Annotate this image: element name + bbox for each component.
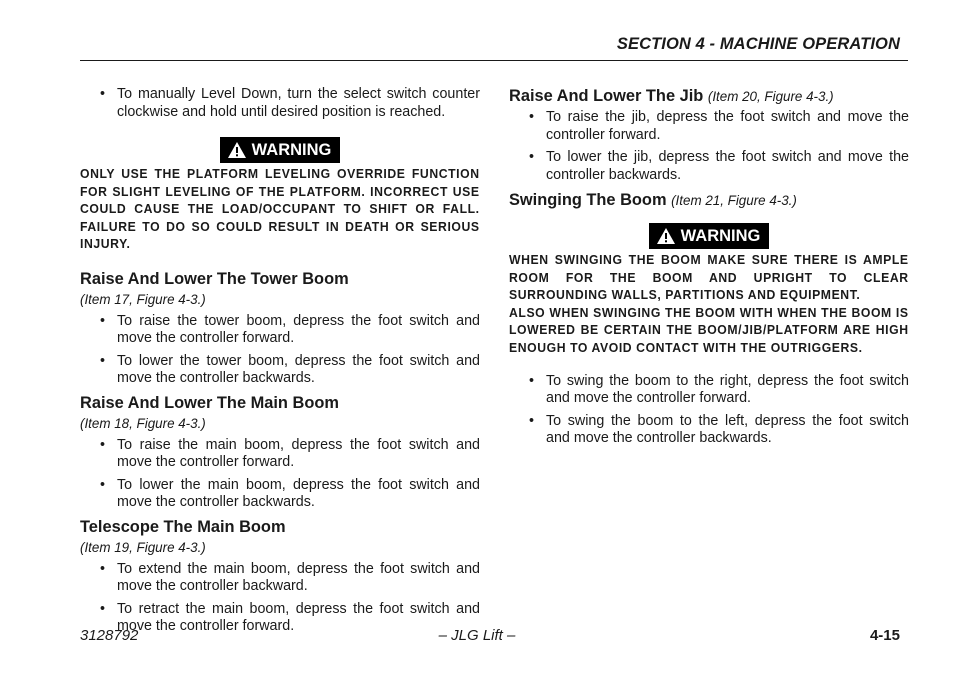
warning-badge <box>220 137 341 163</box>
list-item: • To raise the tower boom, depress the foot switch and move the controller forward. <box>117 313 480 348</box>
section-swing <box>509 190 909 448</box>
list-item: • To raise the jib, depress the foot switch and move the controller forward. <box>546 109 909 144</box>
warning-label: WARNING <box>251 141 332 159</box>
section-telescope <box>80 517 480 636</box>
warning-text: ONLY USE THE PLATFORM LEVELING OVERRIDE FUNCTION FOR SLIGHT LEVELING OF THE PLATFORM. INCORRECT USE COULD CAUSE THE LOAD/OCCUPANT TO SHIFT OR FALL. FAILURE TO DO SO COULD RESULT IN DEATH OR SERIOUS INJURY. <box>80 167 480 252</box>
section-heading: Raise And Lower The Main Boom <box>80 393 339 412</box>
warning-badge-wrap <box>80 137 480 164</box>
list-item: • To manually Level Down, turn the select switch counter clockwise and hold until desired position is reached. <box>117 86 480 121</box>
figure-reference: (Item 20, Figure 4-3.) <box>707 89 834 104</box>
warning-text: WHEN SWINGING THE BOOM MAKE SURE THERE IS AMPLE ROOM FOR THE BOOM AND UPRIGHT TO CLEAR SURROUNDING WALLS, PARTITIONS AND EQUIPMENT. <box>509 253 909 303</box>
warning-triangle-icon <box>227 141 247 159</box>
list-item: • To lower the jib, depress the foot switch and move the controller backwards. <box>546 149 909 184</box>
section-heading: Raise And Lower The Tower Boom <box>80 269 349 288</box>
section-heading-text: Swinging The Boom <box>509 191 667 209</box>
bullet-list <box>546 109 909 184</box>
figure-reference: (Item 18, Figure 4-3.) <box>80 415 206 431</box>
intro-bullet-list <box>117 86 480 121</box>
section-heading: Telescope The Main Boom <box>80 517 286 536</box>
page-number: 4-15 <box>869 627 900 644</box>
list-item: • To retract the main boom, depress the foot switch and move the controller forward. <box>117 601 480 636</box>
section-heading <box>509 190 909 211</box>
list-item: • To swing the boom to the left, depress the foot switch and move the controller backwards. <box>546 413 909 448</box>
figure-reference: (Item 17, Figure 4-3.) <box>80 291 206 307</box>
section-main-boom <box>80 393 480 512</box>
warning-triangle-icon <box>656 227 676 245</box>
bullet-list <box>546 373 909 448</box>
warning-label: WARNING <box>680 227 761 245</box>
header-rule <box>80 60 908 61</box>
figure-reference: (Item 21, Figure 4-3.) <box>671 193 797 208</box>
list-item: • To lower the tower boom, depress the foot switch and move the controller backwards. <box>117 353 480 388</box>
section-title: SECTION 4 - MACHINE OPERATION <box>616 35 900 53</box>
list-item: • To lower the main boom, depress the foot switch and move the controller backwards. <box>117 477 480 512</box>
figure-reference: (Item 19, Figure 4-3.) <box>80 539 206 555</box>
bullet-list <box>117 313 480 388</box>
warning-badge-wrap <box>509 223 909 250</box>
left-column <box>80 86 480 641</box>
bullet-list <box>117 561 480 636</box>
section-tower-boom <box>80 269 480 388</box>
section-heading-text: Raise And Lower The Jib <box>509 87 704 105</box>
warning-badge <box>649 223 770 249</box>
bullet-list <box>117 437 480 512</box>
list-item: • To swing the boom to the right, depress the foot switch and move the controller forward. <box>546 373 909 408</box>
right-column <box>509 86 909 453</box>
document-number: 3128792 <box>80 627 139 644</box>
section-jib <box>509 86 909 184</box>
warning-text: ALSO WHEN SWINGING THE BOOM WITH WHEN THE BOOM IS LOWERED BE CERTAIN THE BOOM/JIB/PLATFORM ARE HIGH ENOUGH TO AVOID CONTACT WITH THE OUTRIGGERS. <box>509 305 909 355</box>
section-heading <box>509 86 909 107</box>
list-item: • To raise the main boom, depress the foot switch and move the controller forward. <box>117 437 480 472</box>
list-item: • To extend the main boom, depress the foot switch and move the controller backward. <box>117 561 480 596</box>
footer-title: – JLG Lift – <box>438 627 516 644</box>
